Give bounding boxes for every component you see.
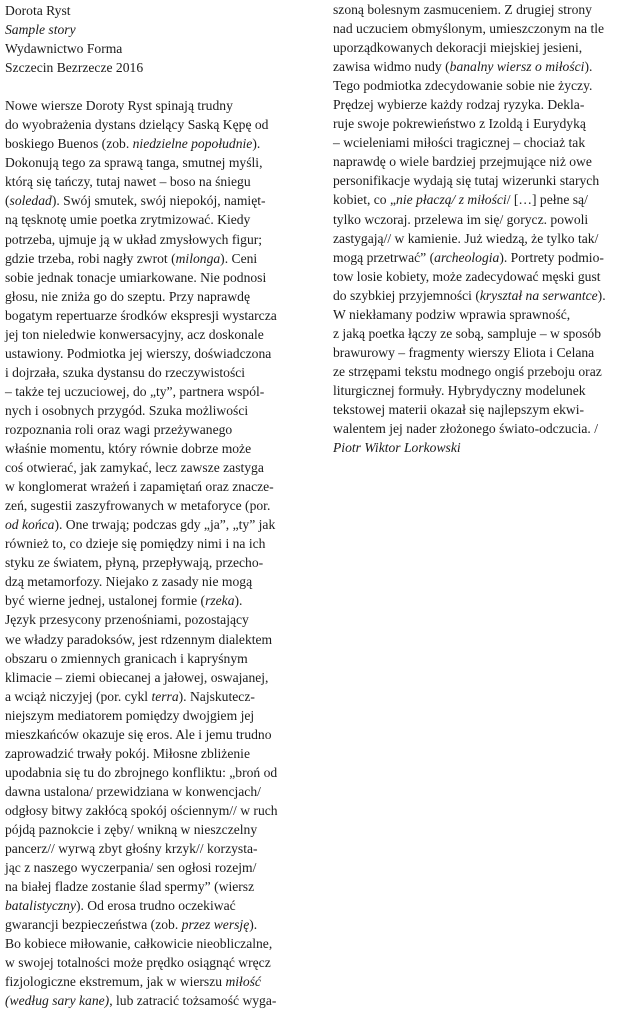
text-run: zaprowadzić trwały pokój. Miłosne zbliżenie xyxy=(5,745,250,761)
left-column xyxy=(5,0,320,1010)
text-line xyxy=(333,133,633,152)
text-line xyxy=(333,76,633,95)
text-run: zastygają// w kamienie. Już wiedzą, że tylko tak/ xyxy=(333,230,599,246)
text-line xyxy=(5,972,320,991)
text-run: dawna ustalona/ przewidziana w konwencjach/ xyxy=(5,783,261,799)
text-run: upodabnia się tu do zbrojnego konfliktu: „broń od xyxy=(5,764,278,780)
text-run: ruje swoje pokrewieństwo z Izoldą i Eurydyką xyxy=(333,116,586,132)
text-line xyxy=(333,305,633,324)
text-line xyxy=(333,343,633,362)
text-run: ną tęsknotę umie poetka zrytmizować. Kiedy xyxy=(5,212,251,228)
text-line xyxy=(333,95,633,114)
book-author: Dorota Ryst xyxy=(5,3,71,18)
text-run: liturgicznej formuły. Hybrydyczny modelunek xyxy=(333,382,586,398)
text-line xyxy=(5,401,320,420)
text-line xyxy=(5,953,320,972)
text-line xyxy=(5,172,320,191)
text-run: odgłosy bitwy zakłócą spokój ościennym// w ruch xyxy=(5,802,278,818)
text-run: ). xyxy=(584,59,593,75)
text-run: Bo kobiece miłowanie, całkowicie nieobliczalne, xyxy=(5,936,273,952)
text-line xyxy=(5,553,320,572)
text-run: z jaką poetka łączy ze sobą, sampluje – w sposób xyxy=(333,325,602,341)
text-run: ). Ceni xyxy=(220,250,258,266)
italic-title: soledad xyxy=(9,193,52,209)
text-run: , lub zatracić tożsamość wyga- xyxy=(109,993,277,1009)
text-line xyxy=(333,152,633,171)
text-line xyxy=(333,0,633,19)
text-line xyxy=(5,191,320,210)
text-run: ). Od erosa trudno oczekiwać xyxy=(75,898,236,914)
text-run: zawisa widmo nudy ( xyxy=(333,59,450,75)
review-body-right xyxy=(333,0,633,457)
italic-title: nie płaczą/ z miłości xyxy=(396,192,507,208)
text-line xyxy=(333,248,633,267)
text-line xyxy=(5,706,320,725)
text-run: nych i osobnych przygód. Szuka możliwości xyxy=(5,402,249,418)
text-line xyxy=(5,725,320,744)
text-line xyxy=(5,744,320,763)
text-run: do wyobrażenia dystans dzielący Saską Kępę od xyxy=(5,117,269,133)
text-run: rozpoznania roli oraz wagi przeżywanego xyxy=(5,421,233,437)
text-line xyxy=(5,515,320,534)
text-run: Nowe wiersze Doroty Ryst spinają trudny xyxy=(5,98,233,114)
text-run: coś otwierać, jak zamykać, lecz zawsze zastyga xyxy=(5,460,264,476)
text-run: niejszym mediatorem pomiędzy dwojgiem jej xyxy=(5,707,255,723)
text-line xyxy=(5,839,320,858)
italic-title: (według sary kane) xyxy=(5,993,110,1009)
italic-title: przez wersję xyxy=(181,917,250,933)
italic-title: miłość xyxy=(225,974,261,990)
text-run: Język przesycony przenośniami, pozostający xyxy=(5,612,249,628)
text-run: tekstowej materii okazał się najlepszym ekwi- xyxy=(333,401,585,417)
text-run: potrzeba, ujmuje ją w układ zmysłowych figur; xyxy=(5,231,263,247)
text-line xyxy=(5,572,320,591)
book-info-header xyxy=(5,0,320,77)
text-run: tow losie kobiety, może zadecydować męski gust xyxy=(333,268,601,284)
text-line xyxy=(333,324,633,343)
review-body-left xyxy=(5,96,320,1010)
text-line xyxy=(5,934,320,953)
text-line xyxy=(333,362,633,381)
text-run: mogą przetrwać” ( xyxy=(333,249,435,265)
text-run: i dojrzała, szuka dystansu do rzeczywistości xyxy=(5,364,246,380)
text-line xyxy=(5,630,320,649)
right-column xyxy=(333,0,633,457)
text-run: styku ze światem, płyną, przepływają, przecho- xyxy=(5,555,264,571)
text-line xyxy=(333,210,633,229)
text-line xyxy=(5,115,320,134)
text-run: tylko wczoraj. przelewa im się/ gorycz. powoli xyxy=(333,211,589,227)
text-line xyxy=(5,439,320,458)
text-line xyxy=(333,38,633,57)
text-run: Dokonują tego za sprawą tanga, smutnej myśli, xyxy=(5,155,263,171)
text-line xyxy=(5,991,320,1010)
text-run: bogatym repertuarze środków ekspresji wystarcza xyxy=(5,307,277,323)
text-line xyxy=(5,458,320,477)
text-run: ze strzępami tekstu modnego ongiś przeboju oraz xyxy=(333,363,602,379)
text-line xyxy=(5,268,320,287)
text-line xyxy=(5,915,320,934)
text-line xyxy=(333,171,633,190)
text-line xyxy=(5,210,320,229)
text-line xyxy=(333,381,633,400)
header-spacer xyxy=(5,77,320,96)
text-line xyxy=(333,400,633,419)
text-run: być wierne jednej, ustalonej formie ( xyxy=(5,593,206,609)
text-run: którą się tańczy, tutaj nawet – boso na śniegu xyxy=(5,174,251,190)
italic-title: Piotr Wiktor Lorkowski xyxy=(333,440,461,456)
text-run: pójdą paznokcie i zęby/ wnikną w nieszczelny xyxy=(5,821,258,837)
text-line xyxy=(5,896,320,915)
italic-title: archeologia xyxy=(434,249,500,265)
text-run: brawurowy – fragmenty wierszy Eliota i Celana xyxy=(333,344,595,360)
text-line xyxy=(5,820,320,839)
text-line xyxy=(5,668,320,687)
italic-title: niedzielne popołudnie xyxy=(132,136,253,152)
text-line xyxy=(5,534,320,553)
text-run: do szybkiej przyjemności ( xyxy=(333,287,480,303)
text-line xyxy=(333,57,633,76)
text-run: szoną bolesnym zasmuceniem. Z drugiej strony xyxy=(333,2,592,17)
text-run: mieszkańców okazuje się eros. Ale i jemu trudno xyxy=(5,726,272,742)
book-publisher: Wydawnictwo Forma xyxy=(5,41,123,57)
text-line xyxy=(333,114,633,133)
text-line xyxy=(5,249,320,268)
text-run: obszaru o zmiennych granicach i kapryśnym xyxy=(5,650,248,666)
text-line xyxy=(5,610,320,629)
text-line xyxy=(5,801,320,820)
text-run: klimacie – ziemi obiecanej a jałowej, oswajanej, xyxy=(5,669,269,685)
text-run: ). xyxy=(252,136,261,152)
text-run: ustawiony. Podmiotka jej wierszy, doświadczona xyxy=(5,345,272,361)
text-line xyxy=(333,286,633,305)
text-run: dzą metamorfozy. Niejako z zasady nie mogą xyxy=(5,574,253,590)
text-run: a wciąż niczyjej (por. cykl xyxy=(5,688,152,704)
text-line xyxy=(333,267,633,286)
italic-title: terra xyxy=(151,688,179,704)
text-line xyxy=(5,153,320,172)
text-run: ). xyxy=(597,287,606,303)
text-run: w swojej totalności może prędko osiągnąć wręcz xyxy=(5,955,271,971)
text-line xyxy=(5,363,320,382)
text-run: Prędzej wybierze każdy rodzaj ryzyka. Dekla- xyxy=(333,97,585,113)
text-run: również to, co dzieje się pomiędzy nimi i na ich xyxy=(5,536,266,552)
italic-title: rzeka xyxy=(205,593,235,609)
italic-title: kryształ na serwantce xyxy=(479,287,598,303)
italic-title: milonga xyxy=(175,250,221,266)
text-line xyxy=(5,763,320,782)
text-run: ). Najskutecz- xyxy=(178,688,255,704)
text-run: kobiet, co „ xyxy=(333,192,397,208)
text-line xyxy=(5,325,320,344)
text-line xyxy=(5,591,320,610)
text-line xyxy=(5,420,320,439)
italic-title: batalistyczny xyxy=(5,898,76,914)
text-line xyxy=(5,877,320,896)
italic-title: banalny wiersz o miłości xyxy=(449,59,585,75)
text-line xyxy=(5,287,320,306)
text-line xyxy=(5,858,320,877)
text-run: we władzy paradoksów, jest rdzennym dialektem xyxy=(5,631,273,647)
text-run: boskiego Buenos (zob. xyxy=(5,136,133,152)
text-line xyxy=(5,96,320,115)
text-line xyxy=(5,134,320,153)
text-line xyxy=(333,190,633,209)
text-line xyxy=(5,306,320,325)
book-place-date: Szczecin Bezrzecze 2016 xyxy=(5,60,144,76)
text-run: walentem jej nader złożonego świato-odczucia. / xyxy=(333,421,598,437)
text-run: właśnie momentu, który równie dobrze może xyxy=(5,441,252,457)
text-run: naprawdę o wiele bardziej przejmujące niż owe xyxy=(333,154,592,170)
text-run: w konglomerat wrażeń i zapamiętań oraz znacze- xyxy=(5,479,274,495)
text-line xyxy=(5,382,320,401)
text-run: ). Swój smutek, swój niepokój, namięt- xyxy=(51,193,266,209)
text-run: – wcieleniami miłości tragicznej – chociaż tak xyxy=(333,135,586,151)
text-run: głosu, nie zniża go do szeptu. Przy naprawdę xyxy=(5,288,250,304)
text-run: pancerz// wyrwą zbyt głośny krzyk// korzysta- xyxy=(5,841,258,857)
text-run: gwarancji bezpieczeństwa (zob. xyxy=(5,917,182,933)
book-title: Sample story xyxy=(5,22,76,38)
text-line xyxy=(5,477,320,496)
text-line xyxy=(333,19,633,38)
text-run: ( xyxy=(5,193,10,209)
text-line xyxy=(5,496,320,515)
text-run: nad uczuciem obmyślonym, umieszczonym na tle xyxy=(333,21,605,37)
text-run: gdzie trzeba, robi nagły zwrot ( xyxy=(5,250,176,266)
text-run: ). One trwają; podczas gdy „ja”, „ty” jak xyxy=(54,517,276,533)
text-run: na białej fladze zostanie ślad spermy” (wiersz xyxy=(5,879,255,895)
text-run: sobie jednak tonacje umiarkowane. Nie podnosi xyxy=(5,269,267,285)
text-line xyxy=(5,230,320,249)
text-run: zeń, sugestii zaszyfrowanych w metaforyce (por. xyxy=(5,498,271,514)
text-run: W niekłamany podziw wprawia sprawność, xyxy=(333,306,571,322)
text-line xyxy=(5,649,320,668)
text-line xyxy=(5,344,320,363)
text-run: fizjologiczne ekstremum, jak w wierszu xyxy=(5,974,226,990)
text-line xyxy=(5,782,320,801)
text-run: uporządkowanych dekoracji miejskiej jesieni, xyxy=(333,40,583,56)
italic-title: od końca xyxy=(5,517,55,533)
text-run: Tego podmiotka zdecydowanie sobie nie życzy. xyxy=(333,78,593,94)
text-line xyxy=(333,419,633,438)
text-line xyxy=(333,229,633,248)
text-line xyxy=(5,687,320,706)
text-line xyxy=(333,438,633,457)
text-run: jej ton nieledwie konwersacyjny, acz doskonale xyxy=(5,326,264,342)
text-run: / […] pełne są/ xyxy=(506,192,588,208)
text-run: personifikacje wydają się tutaj wizerunki starych xyxy=(333,173,600,189)
text-run: ). Portrety podmio- xyxy=(499,249,604,265)
text-run: – także tej uczuciowej, do „ty”, partnera wspól- xyxy=(5,383,265,399)
text-run: ). xyxy=(249,917,258,933)
text-run: jąc z naszego wyczerpania/ sen ogłosi rozejm/ xyxy=(5,860,257,876)
text-run: ). xyxy=(234,593,243,609)
